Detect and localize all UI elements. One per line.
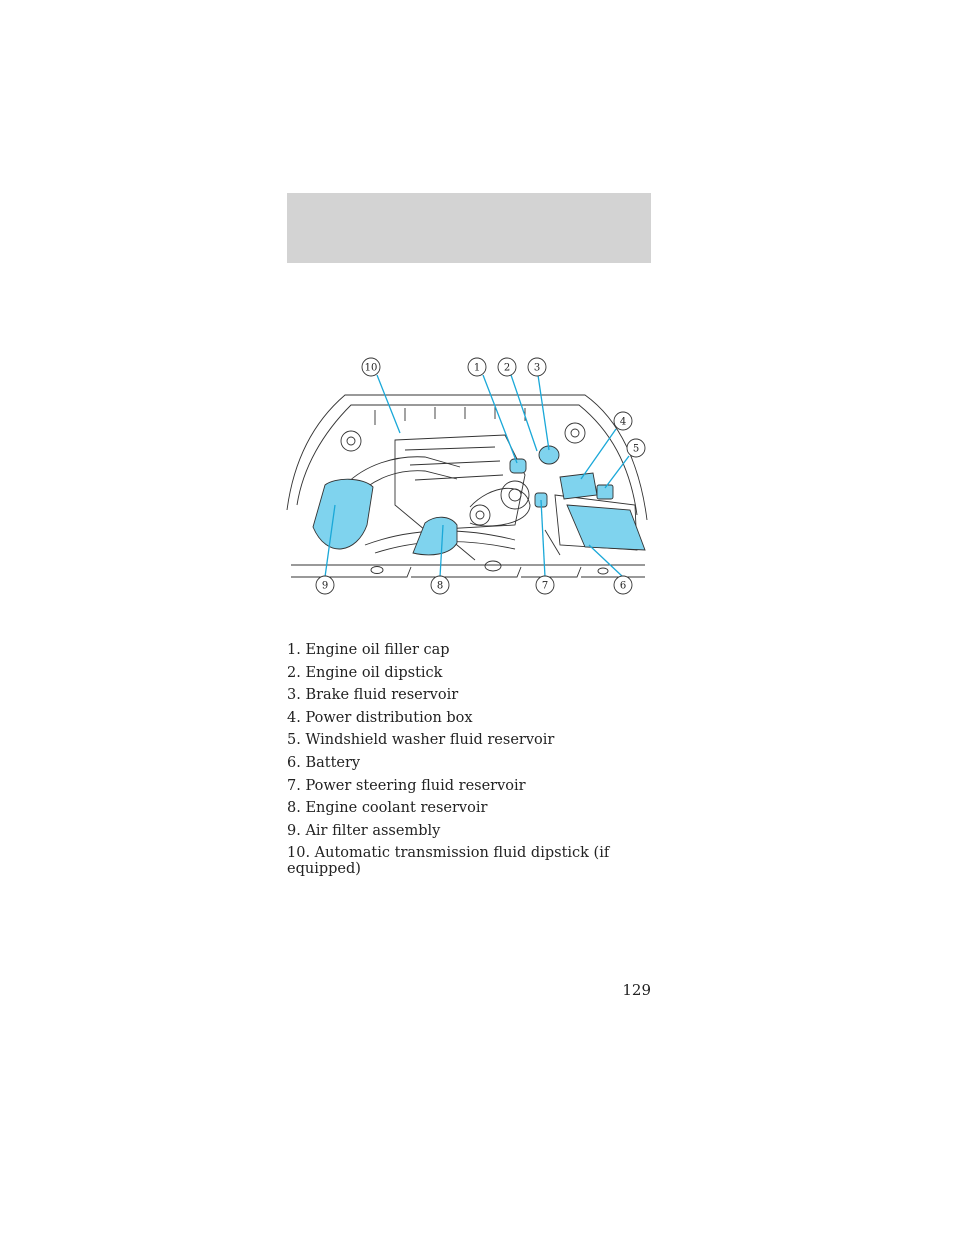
callout-label-4: 4 <box>619 416 627 428</box>
legend-item: 6. Battery <box>287 754 361 771</box>
component-legend-list <box>287 642 651 884</box>
legend-item: 7. Power steering fluid reservoir <box>287 777 526 794</box>
oil-filler-cap-shape <box>510 459 526 473</box>
section-header-band <box>287 193 651 263</box>
air-filter-assembly-shape <box>313 479 373 549</box>
legend-item: 2. Engine oil dipstick <box>287 664 443 681</box>
battery-shape <box>567 505 645 550</box>
callout-label-7: 7 <box>541 580 549 592</box>
legend-item: 9. Air filter assembly <box>287 822 441 839</box>
callout-label-1: 1 <box>473 362 481 374</box>
legend-item: 3. Brake fluid reservoir <box>287 687 459 704</box>
callout-label-8: 8 <box>436 580 444 592</box>
legend-item: 8. Engine coolant reservoir <box>287 800 488 817</box>
legend-item: 5. Windshield washer fluid reservoir <box>287 732 555 749</box>
coolant-reservoir-shape <box>413 517 457 555</box>
legend-item: 4. Power distribution box <box>287 709 473 726</box>
legend-item: 1. Engine oil filler cap <box>287 642 450 658</box>
engine-compartment-diagram <box>285 355 651 600</box>
legend-item: 10. Automatic transmission fluid dipstick (if equipped) <box>287 845 610 878</box>
callout-label-9: 9 <box>321 580 329 592</box>
callout-label-2: 2 <box>503 362 511 374</box>
callout-label-3: 3 <box>533 362 541 374</box>
page-number: 129 <box>622 981 651 999</box>
power-distribution-box-shape <box>560 473 597 499</box>
callout-label-6: 6 <box>619 580 627 592</box>
callout-label-10: 10 <box>364 362 378 374</box>
callout-label-5: 5 <box>632 443 640 455</box>
